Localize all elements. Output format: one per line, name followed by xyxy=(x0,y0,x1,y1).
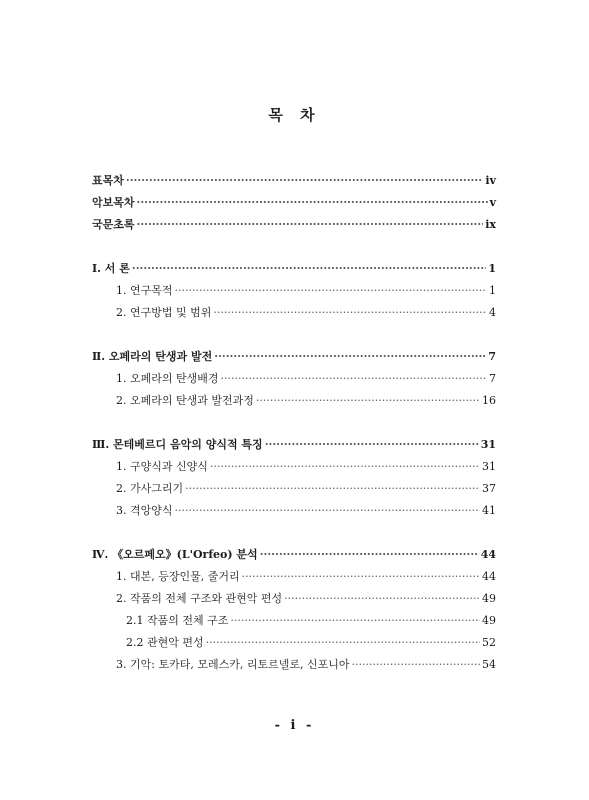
toc-entry[interactable] xyxy=(92,370,496,392)
dot-leader xyxy=(210,460,480,473)
section-gap xyxy=(92,414,496,436)
toc-entry-label: 1. 연구목적 xyxy=(116,284,173,297)
toc-entry-page: 31 xyxy=(482,460,496,473)
toc-entry-label: Ⅰ. 서 론 xyxy=(92,262,130,275)
toc-entry-label: 1. 대본, 등장인물, 줄거리 xyxy=(116,570,240,583)
toc-entry-page: 1 xyxy=(489,284,496,297)
toc-entry-page: 31 xyxy=(480,438,496,451)
page-number: - i - xyxy=(274,718,315,733)
toc-entry-page: 7 xyxy=(489,372,496,385)
toc-entry[interactable] xyxy=(92,656,496,678)
toc-entry-page: 37 xyxy=(482,482,496,495)
toc-entry-page: 54 xyxy=(482,658,496,671)
dot-leader xyxy=(137,196,488,209)
dot-leader xyxy=(175,284,488,297)
toc-entry-label: 2. 작품의 전체 구조와 관현악 편성 xyxy=(116,592,283,605)
toc-chapter-3[interactable] xyxy=(92,436,496,458)
toc-entry[interactable] xyxy=(92,480,496,502)
toc-entry-page: 1 xyxy=(488,262,496,275)
toc-entry-label: 1. 오페라의 탄생배경 xyxy=(116,372,219,385)
toc-entry-label: 2. 가사그리기 xyxy=(116,482,184,495)
dot-leader xyxy=(221,372,488,385)
dot-leader xyxy=(351,658,480,671)
toc-entry-page: 49 xyxy=(482,592,496,605)
toc-entry[interactable] xyxy=(92,590,496,612)
dot-leader xyxy=(126,174,484,187)
toc-subentry[interactable] xyxy=(92,612,496,634)
toc-entry-page: 44 xyxy=(482,570,496,583)
toc-chapter-2[interactable] xyxy=(92,348,496,370)
toc-entry-abstract[interactable] xyxy=(92,216,496,238)
toc-entry-label: 3. 기악: 토카타, 모레스카, 리토르넬로, 신포니아 xyxy=(116,658,350,671)
toc-chapter-1[interactable] xyxy=(92,260,496,282)
dot-leader xyxy=(265,438,479,451)
toc-entry[interactable] xyxy=(92,282,496,304)
toc-entry-label: 1. 구양식과 신양식 xyxy=(116,460,208,473)
section-gap xyxy=(92,326,496,348)
toc-entry-label: Ⅳ. 《오르페오》(L'Orfeo) 분석 xyxy=(92,548,258,561)
section-gap xyxy=(92,524,496,546)
toc-entry-label: 2.2 관현악 편성 xyxy=(126,636,204,649)
dot-leader xyxy=(206,636,480,649)
dot-leader xyxy=(284,592,480,605)
toc-entry-label: 표목차 xyxy=(92,174,124,187)
dot-leader xyxy=(185,482,480,495)
dot-leader xyxy=(137,218,484,231)
toc-entry-page: 4 xyxy=(489,306,496,319)
toc-entry-label: 국문초록 xyxy=(92,218,135,231)
toc-entry-label: Ⅲ. 몬테베르디 음악의 양식적 특징 xyxy=(92,438,263,451)
toc-entry-label: 2.1 작품의 전체 구조 xyxy=(126,614,229,627)
dot-leader xyxy=(242,570,480,583)
toc-entry-label: 3. 격앙양식 xyxy=(116,504,173,517)
dot-leader xyxy=(175,504,481,517)
toc-entry[interactable] xyxy=(92,568,496,590)
dot-leader xyxy=(213,306,487,319)
toc-entry[interactable] xyxy=(92,502,496,524)
page-title: 목 차 xyxy=(268,106,321,124)
toc-entry-label: 2. 오페라의 탄생과 발전과정 xyxy=(116,394,254,407)
toc-entry-page: ix xyxy=(485,218,496,231)
toc-entry-page: 16 xyxy=(482,394,496,407)
toc-entry-page: 52 xyxy=(482,636,496,649)
table-of-contents xyxy=(92,172,496,678)
toc-entry-label: Ⅱ. 오페라의 탄생과 발전 xyxy=(92,350,213,363)
toc-entry[interactable] xyxy=(92,392,496,414)
toc-entry-page: v xyxy=(489,196,496,209)
toc-entry-page: iv xyxy=(485,174,496,187)
dot-leader xyxy=(260,548,479,561)
dot-leader xyxy=(256,394,480,407)
toc-entry-label: 악보목차 xyxy=(92,196,135,209)
toc-entry-page: 44 xyxy=(480,548,496,561)
toc-entry[interactable] xyxy=(92,458,496,480)
section-gap xyxy=(92,238,496,260)
toc-chapter-4[interactable] xyxy=(92,546,496,568)
toc-subentry[interactable] xyxy=(92,634,496,656)
dot-leader xyxy=(132,262,486,275)
toc-entry-page: 49 xyxy=(482,614,496,627)
dot-leader xyxy=(230,614,480,627)
toc-entry[interactable] xyxy=(92,304,496,326)
toc-entry-label: 2. 연구방법 및 범위 xyxy=(116,306,212,319)
dot-leader xyxy=(214,350,486,363)
toc-entry-table-list[interactable] xyxy=(92,172,496,194)
toc-entry-score-list[interactable] xyxy=(92,194,496,216)
toc-entry-page: 7 xyxy=(488,350,496,363)
toc-entry-page: 41 xyxy=(482,504,496,517)
